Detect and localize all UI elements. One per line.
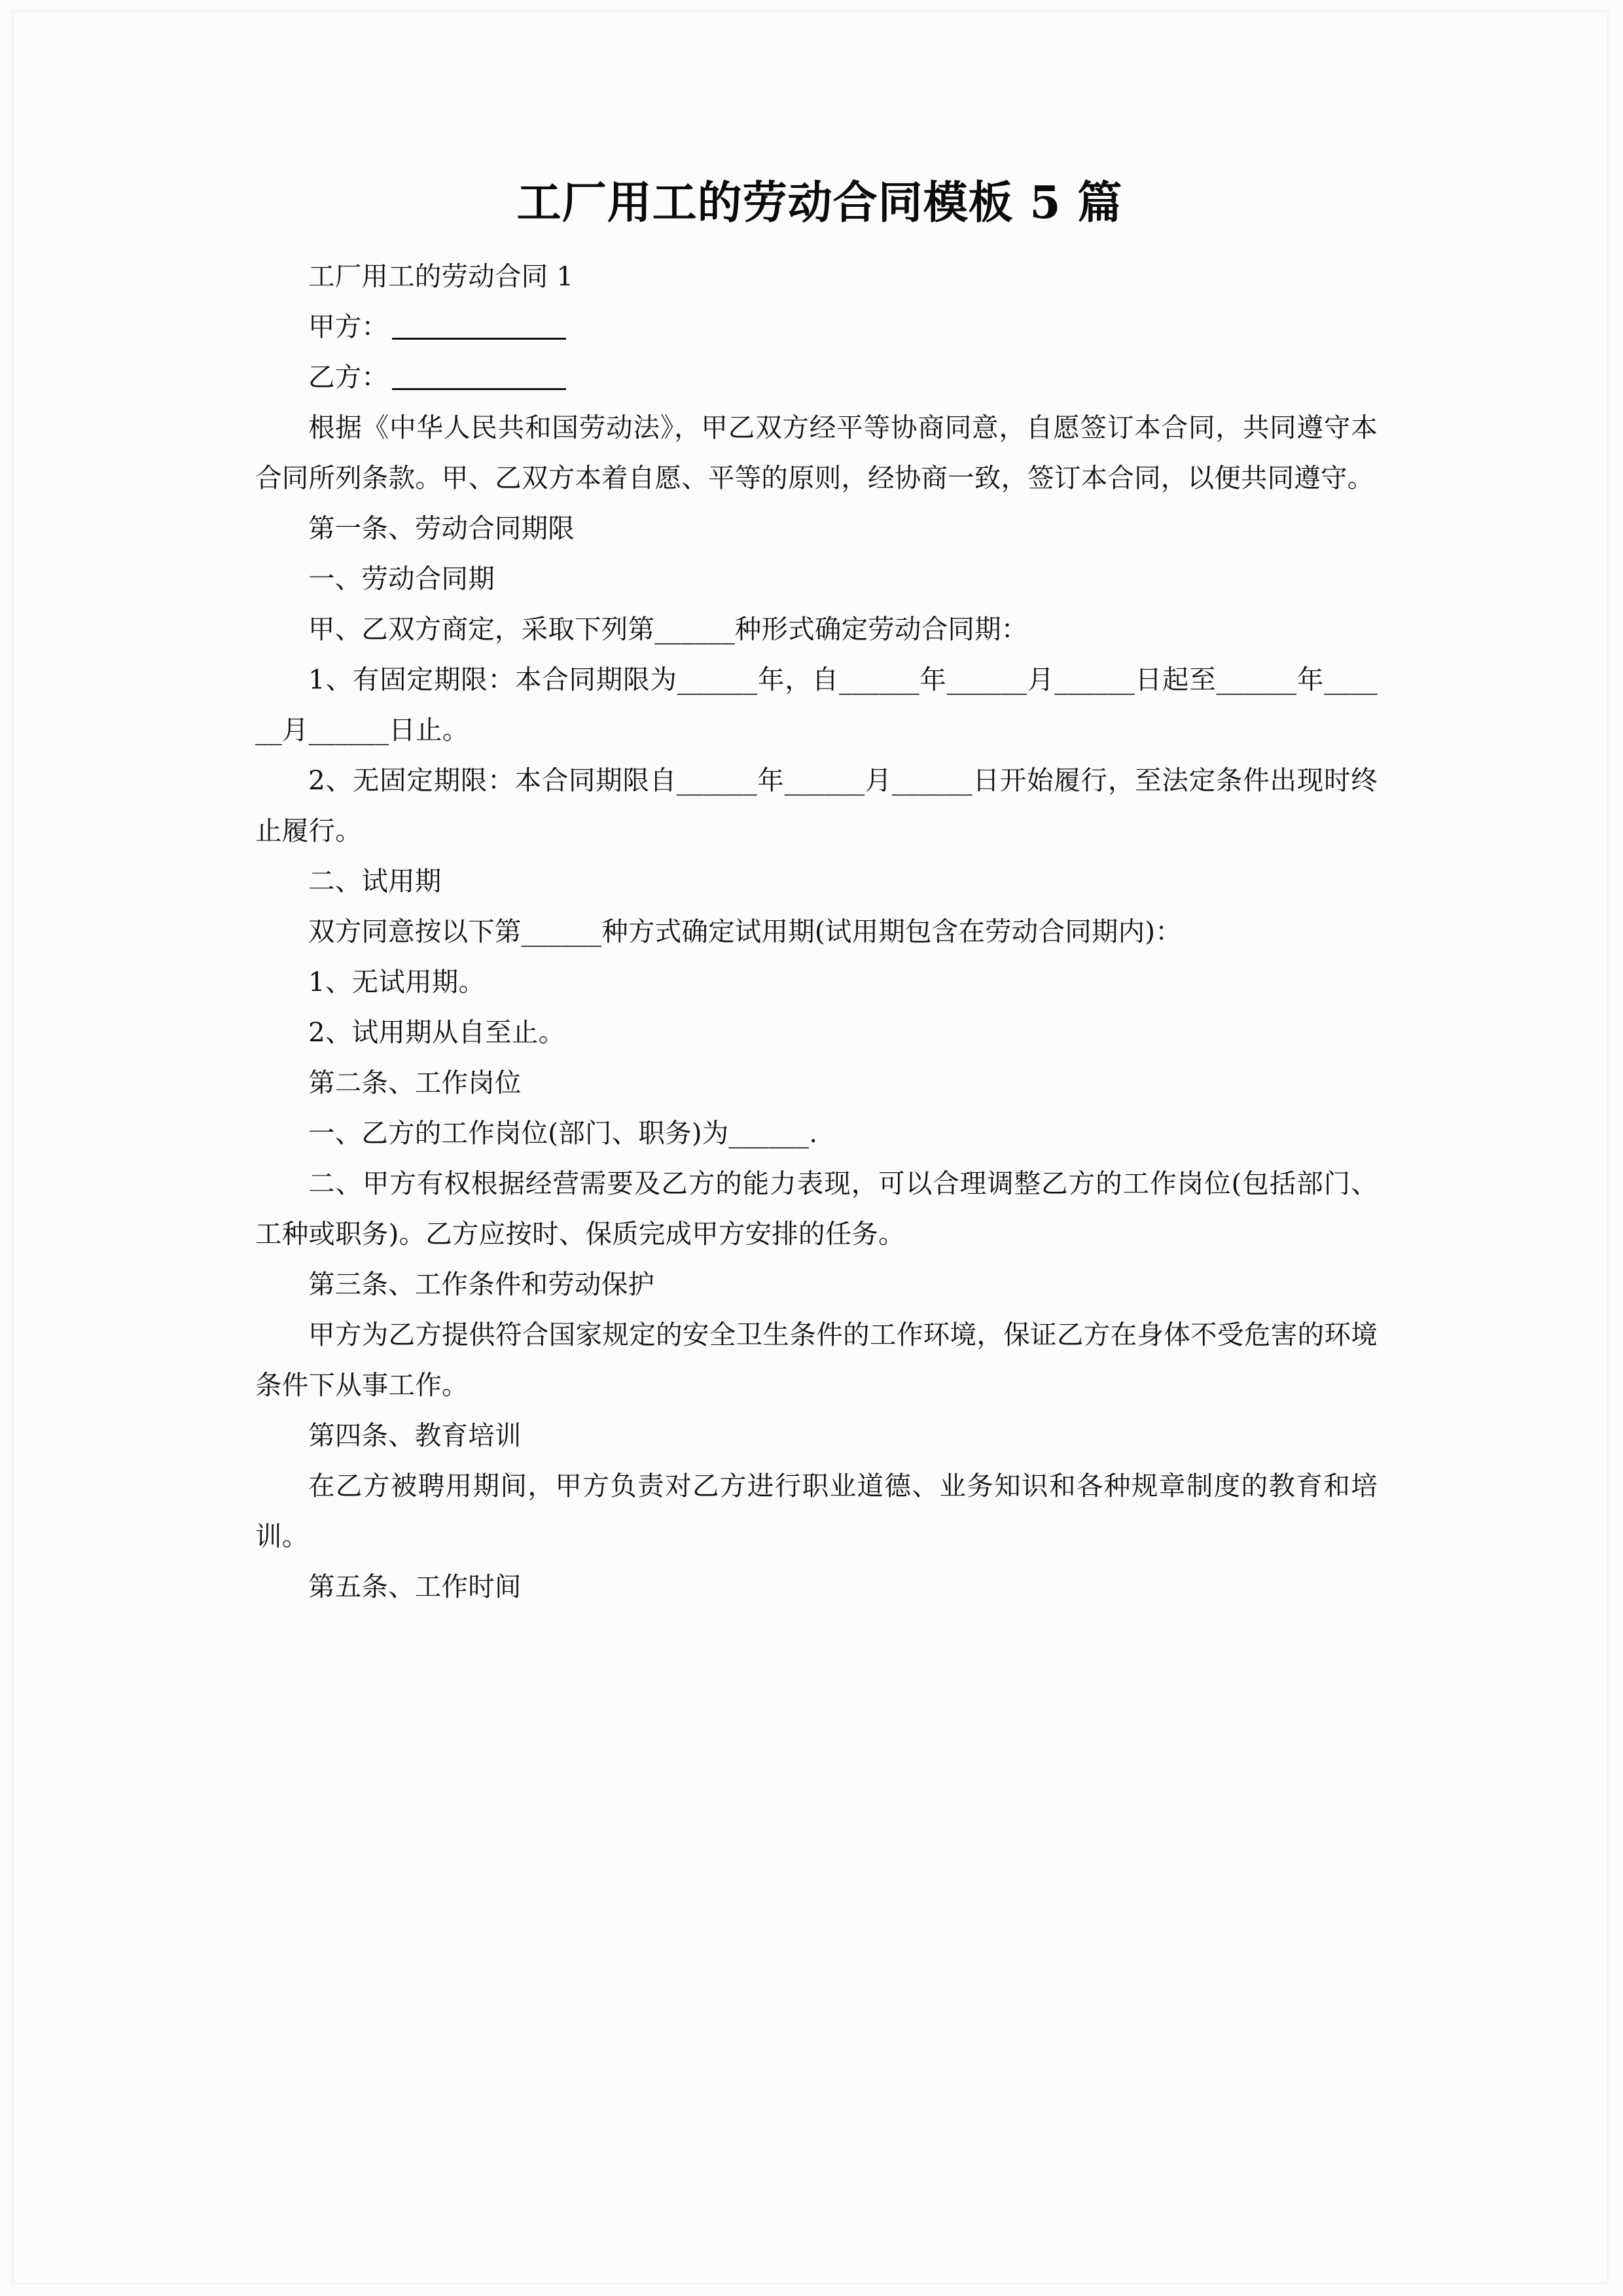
paragraph-probation-option-1: 1、无试用期。: [308, 966, 486, 998]
paragraph-probation-option-2: 2、试用期从自至止。: [308, 1016, 565, 1049]
paragraph-article-1-item-1-body: 甲、乙双方商定，采取下列第______种形式确定劳动合同期：: [308, 613, 1028, 645]
heading-article-3: 第三条、工作条件和劳动保护: [308, 1268, 655, 1300]
heading-article-1-item-2: 二、试用期: [308, 865, 442, 897]
paragraph-preamble: 根据《中华人民共和国劳动法》，甲乙双方经平等协商同意，自愿签订本合同，共同遵守本合同所列条款。甲、乙双方本着自愿、平等的原则，经协商一致，签订本合同，以便共同遵守。: [255, 412, 1378, 494]
paragraph-article-2-item-2: 二、甲方有权根据经营需要及乙方的能力表现，可以合理调整乙方的工作岗位(包括部门、工种或职务)。乙方应按时、保质完成甲方安排的任务。: [255, 1168, 1378, 1250]
party-b-line: [255, 352, 1378, 403]
paragraph-article-1-item-2-body: 双方同意按以下第______种方式确定试用期(试用期包含在劳动合同期内)：: [308, 916, 1182, 948]
paragraph-article-4-body: 在乙方被聘用期间，甲方负责对乙方进行职业道德、业务知识和各种规章制度的教育和培训。: [255, 1470, 1378, 1552]
heading-article-1-item-1: 一、劳动合同期: [308, 563, 495, 595]
page-title: 工厂用工的劳动合同模板 5 篇: [516, 177, 1123, 229]
heading-article-1: 第一条、劳动合同期限: [308, 512, 575, 545]
heading-article-5: 第五条、工作时间: [308, 1571, 522, 1603]
paragraph-article-1-option-1: 1、有固定期限：本合同期限为______年，自______年______月______日起至______年______月______日止。: [255, 664, 1378, 746]
paragraph-article-1-option-2: 2、无固定期限：本合同期限自______年______月______日开始履行，至法定条件出现时终止履行。: [255, 764, 1378, 847]
party-a-line: [255, 302, 1378, 352]
paragraph-article-2-item-1: 一、乙方的工作岗位(部门、职务)为______.: [308, 1117, 818, 1149]
party-b-label: 乙方：: [308, 361, 389, 393]
heading-article-2: 第二条、工作岗位: [308, 1067, 522, 1099]
paragraph-article-3-body: 甲方为乙方提供符合国家规定的安全卫生条件的工作环境，保证乙方在身体不受危害的环境条件下从事工作。: [255, 1319, 1378, 1401]
document-subtitle: 工厂用工的劳动合同 1: [308, 260, 574, 293]
heading-article-4: 第四条、教育培训: [308, 1420, 522, 1452]
party-b-blank: [392, 387, 566, 390]
party-a-blank: [392, 337, 566, 340]
party-a-label: 甲方：: [308, 311, 389, 343]
document-content: [255, 177, 1378, 1612]
